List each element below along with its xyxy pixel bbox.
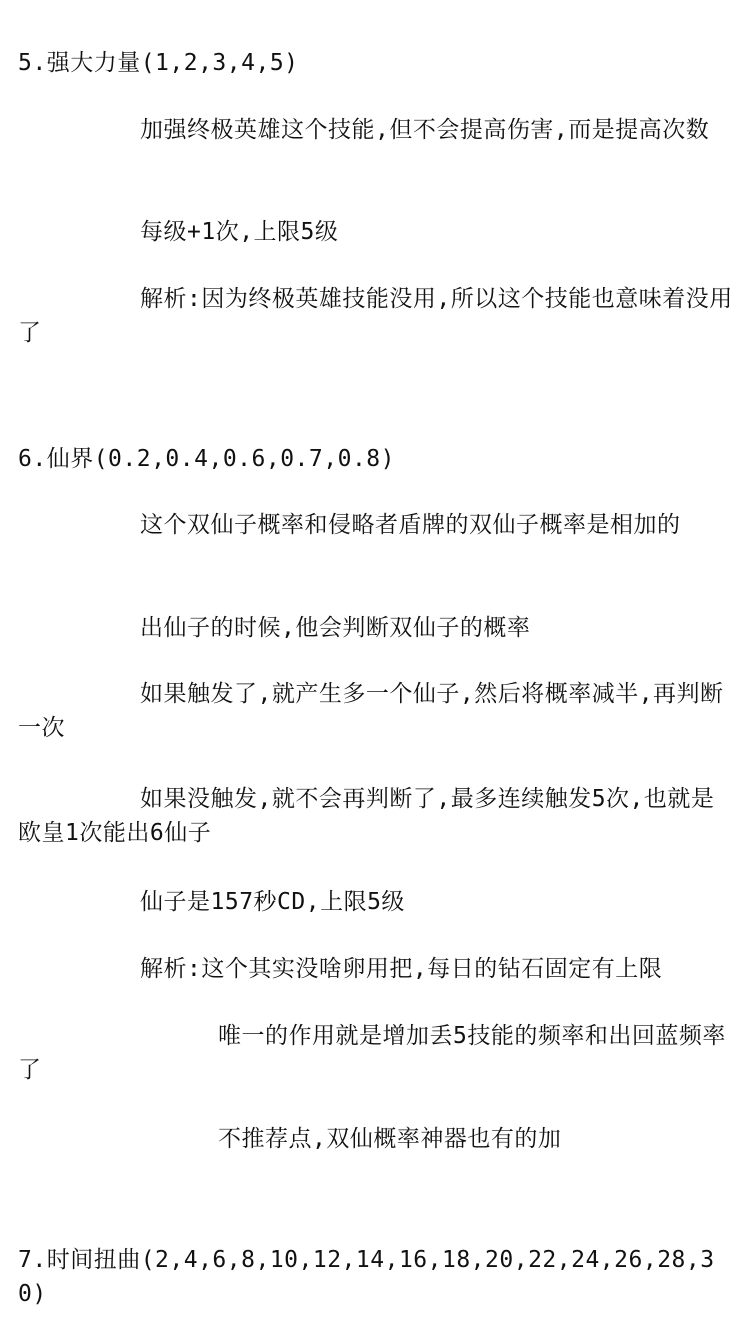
section-7-heading: 7.时间扭曲(2,4,6,8,10,12,14,16,18,20,22,24,26,28,30): [18, 1247, 715, 1307]
section-6-heading: 6.仙界(0.2,0.4,0.6,0.7,0.8): [18, 446, 395, 472]
section-6-paragraph: 如果没触发,就不会再判断了,最多连续触发5次,也就是欧皇1次能出6仙子: [18, 786, 715, 846]
section-5-heading: 5.强大力量(1,2,3,4,5): [18, 50, 299, 76]
section-5-analysis: 解析:因为终极英雄技能没用,所以这个技能也意味着没用了: [18, 286, 733, 346]
section-6-paragraph: 仙子是157秒CD,上限5级: [140, 889, 405, 915]
section-6-paragraph: 出仙子的时候,他会判断双仙子的概率: [140, 615, 531, 641]
section-6-analysis-detail: 唯一的作用就是增加丢5技能的频率和出回蓝频率了: [18, 1023, 726, 1083]
section-6-recommendation: 不推荐点,双仙概率神器也有的加: [218, 1126, 562, 1152]
section-5-paragraph: 加强终极英雄这个技能,但不会提高伤害,而是提高次数: [140, 117, 710, 143]
section-6-paragraph: 如果触发了,就产生多一个仙子,然后将概率减半,再判断一次: [18, 681, 724, 741]
section-6-analysis: 解析:这个其实没啥卵用把,每日的钻石固定有上限: [140, 956, 663, 982]
section-6-paragraph: 这个双仙子概率和侵略者盾牌的双仙子概率是相加的: [140, 512, 681, 538]
section-5-paragraph: 每级+1次,上限5级: [140, 219, 339, 245]
